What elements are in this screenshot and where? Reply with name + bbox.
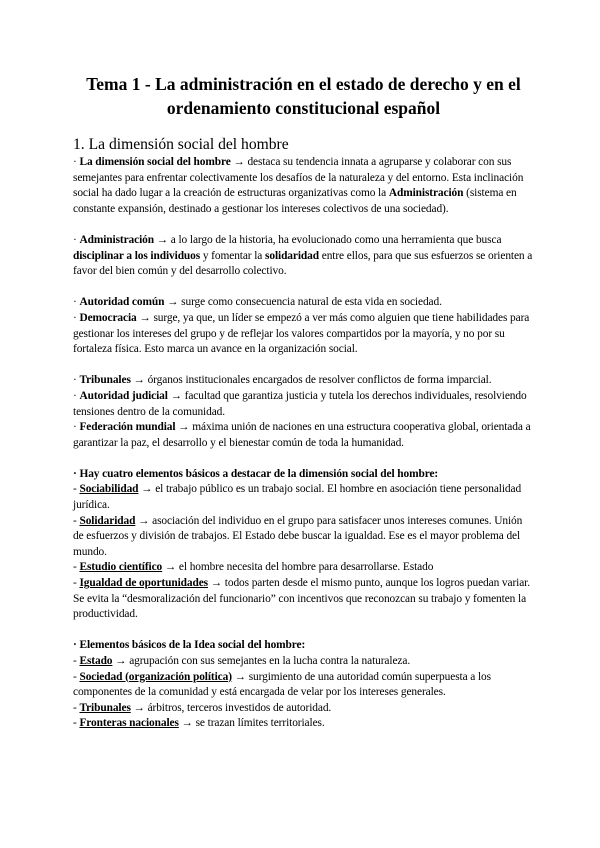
page-title bbox=[73, 72, 534, 120]
title-line-1: Tema 1 - La administración en el estado de derecho y en el bbox=[86, 74, 521, 94]
paragraph-judicial-authority: · Autoridad judicial → facultad que garantiza justicia y tutela los derechos individuales, resolviendo tensiones dentro de la comunidad. bbox=[73, 389, 527, 418]
list-heading-four-elements: · Hay cuatro elementos básicos a destacar de la dimensión social del hombre: bbox=[73, 467, 439, 480]
list-heading-basic-elements: · Elementos básicos de la Idea social del hombre: bbox=[73, 639, 306, 652]
list-item: - Estado → agrupación con sus semejantes en la lucha contra la naturaleza. bbox=[73, 655, 411, 667]
paragraph-tribunals: · Tribunales → órganos institucionales encargados de resolver conflictos de forma imparcial. bbox=[73, 374, 492, 387]
list-item: - Estudio científico → el hombre necesita del hombre para desarrollarse. Estado bbox=[73, 561, 434, 574]
title-line-2: ordenamiento constitucional español bbox=[166, 98, 441, 118]
section-heading: 1. La dimensión social del hombre bbox=[73, 136, 289, 153]
list-item: - Solidaridad → asociación del individuo en el grupo para satisfacer unos intereses comunes. Unión de esfuerzos y división de trabajos. El Estado debe buscar la igualdad. Ese es el mayor problema del mundo. bbox=[73, 514, 523, 558]
list-item: - Tribunales → árbitros, terceros investidos de autoridad. bbox=[73, 701, 332, 714]
paragraph-administration: · Administración → a lo largo de la historia, ha evolucionado como una herramienta que busca disciplinar a los individuos y fomentar la solidaridad entre ellos, para que sus esfuerzos se orienten a favor del bien común y del desarrollo colectivo. bbox=[73, 233, 533, 278]
list-item: - Sociabilidad → el trabajo público es un trabajo social. El hombre en asociación tiene personalidad jurídica. bbox=[73, 483, 522, 512]
list-item: - Igualdad de oportunidades → todos parten desde el mismo punto, aunque los logros puedan variar. Se evita la “desmoralización del funcionario” con incentivos que reconozcan su trabajo y fomenten la productividad. bbox=[73, 577, 530, 621]
paragraph-common-authority: · Autoridad común → surge como consecuencia natural de esta vida en sociedad. bbox=[73, 296, 442, 309]
list-item: - Sociedad (organización política) → surgimiento de una autoridad común superpuesta a los componentes de la comunidad y está encargada de velar por los intereses generales. bbox=[73, 670, 491, 699]
paragraph-social-dimension: · La dimensión social del hombre → destaca su tendencia innata a agruparse y colaborar con sus semejantes para enfrentar colectivamente los desafíos de la naturaleza y del entorno. Esta inclinación social ha dado lugar a la creación de estructuras organizativas como la Administración (sistema en constante expansión, destinado a gestionar los intereses colectivos de una sociedad). bbox=[73, 156, 524, 215]
paragraph-world-federation: · Federación mundial → máxima unión de naciones en una estructura cooperativa global, orientada a garantizar la paz, el desarrollo y el bienestar común de toda la humanidad. bbox=[73, 421, 531, 449]
paragraph-democracy: · Democracia → surge, ya que, un líder se empezó a ver más como alguien que tiene habilidades para gestionar los intereses del grupo y de reflejar los valores compartidos por la mayoría, y no por su fortaleza física. Esto marca un avance en la organización social. bbox=[73, 311, 530, 356]
list-item: - Fronteras nacionales → se trazan límites territoriales. bbox=[73, 717, 325, 730]
